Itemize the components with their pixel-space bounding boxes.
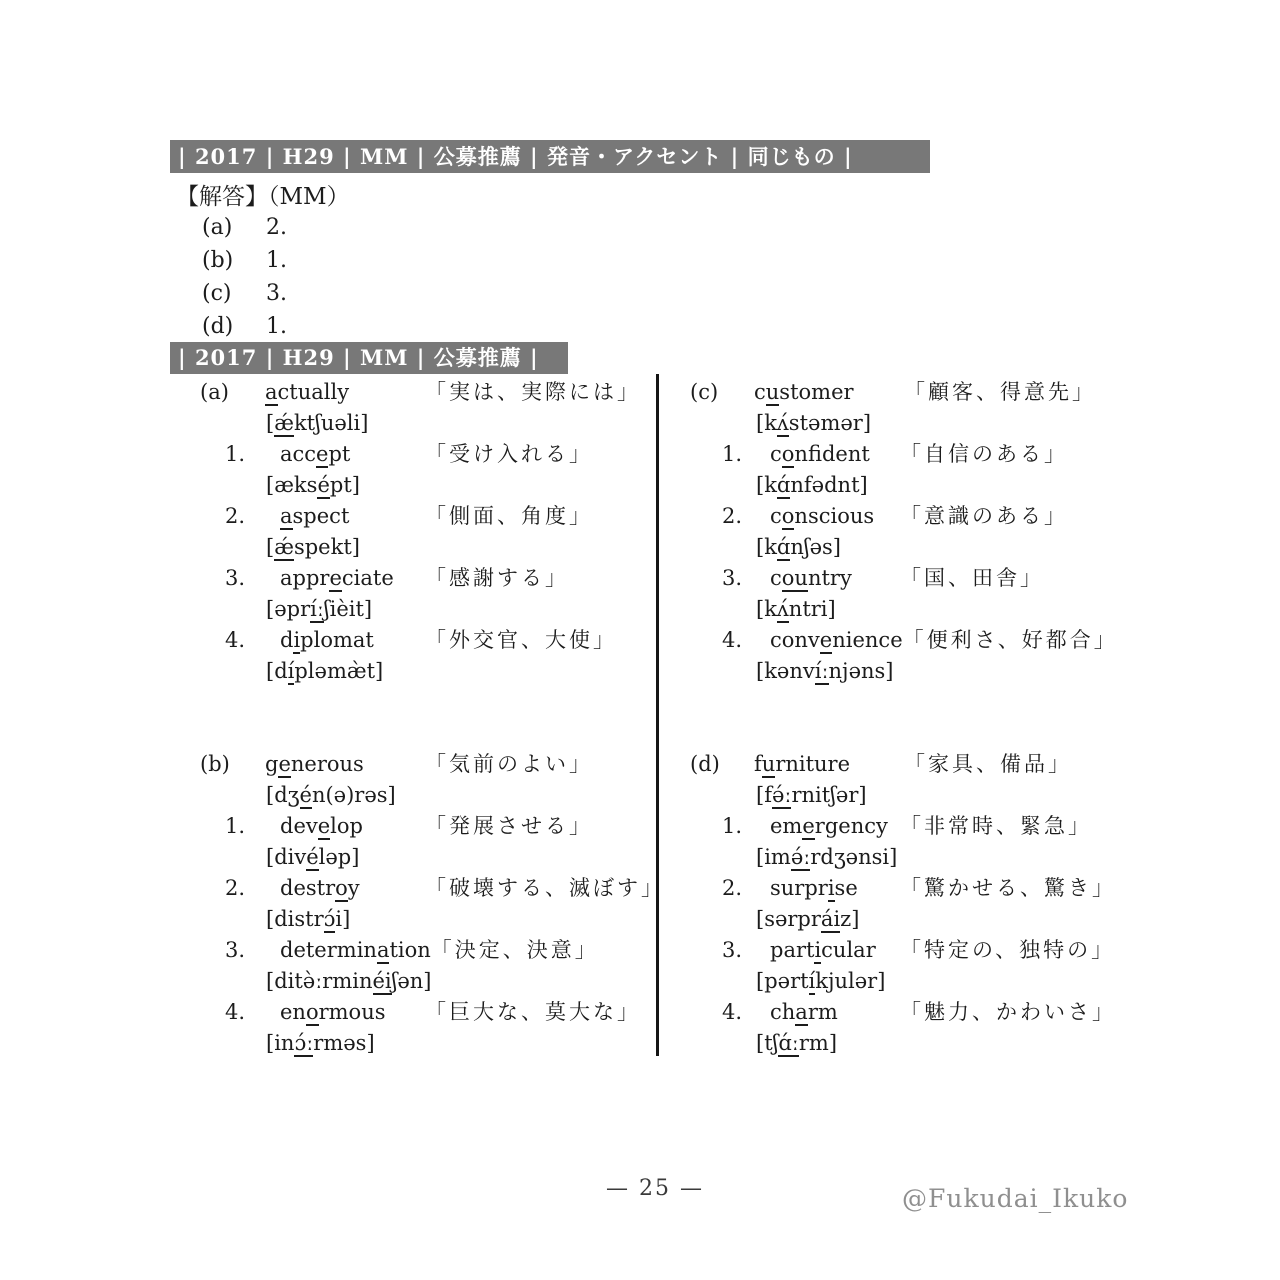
entry-label: 4. bbox=[722, 628, 743, 652]
entry-label: (b) bbox=[200, 752, 230, 776]
word-segment: se bbox=[834, 876, 858, 900]
phonetic-accented-segment: é bbox=[299, 783, 312, 807]
entry-word bbox=[265, 749, 425, 780]
phonetic-accented-segment: éi bbox=[372, 969, 392, 993]
word-segment: nience bbox=[832, 628, 903, 652]
phonetic-segment: rməs] bbox=[313, 1031, 375, 1055]
page-number: — 25 — bbox=[606, 1176, 704, 1201]
entry-label: 1. bbox=[722, 814, 743, 838]
entry-meaning: 「非常時、緊急」 bbox=[900, 814, 1092, 838]
answer-key: (d) bbox=[202, 314, 234, 339]
phonetic-segment: nʃəs] bbox=[790, 535, 841, 559]
entry-label: 4. bbox=[225, 1000, 246, 1024]
entry-meaning: 「決定、決意」 bbox=[430, 938, 599, 962]
entry-word bbox=[280, 873, 425, 904]
word-underlined-letter: e bbox=[317, 814, 331, 838]
word-underlined-letter: i bbox=[814, 938, 822, 962]
phonetic-segment: [sərpr bbox=[756, 907, 821, 931]
phonetic-accented-segment: ái bbox=[820, 907, 841, 931]
entry-meaning: 「受け入れる」 bbox=[425, 442, 593, 466]
phonetic-accented-segment: é bbox=[306, 845, 319, 869]
phonetic-segment: rnitʃər] bbox=[791, 783, 867, 807]
entry-word bbox=[754, 749, 904, 780]
word-segment: appr bbox=[280, 566, 330, 590]
word-segment: rgency bbox=[814, 814, 888, 838]
answer-value: 1. bbox=[266, 314, 287, 339]
phonetic-segment: [ditə̀ːrmin bbox=[266, 969, 373, 993]
phonetic-segment: [k bbox=[756, 411, 777, 435]
word-underlined-letter: e bbox=[278, 752, 291, 776]
answer-row bbox=[202, 244, 287, 277]
phonetic-segment: z] bbox=[840, 907, 860, 931]
entry-word bbox=[280, 811, 425, 842]
entry-word bbox=[754, 377, 904, 408]
phonetic-transcription bbox=[756, 1028, 837, 1059]
entry-word bbox=[280, 501, 425, 532]
word-underlined-letter: e bbox=[316, 442, 329, 466]
phonetic-segment: ʃən] bbox=[391, 969, 432, 993]
answer-key: (a) bbox=[202, 215, 233, 240]
word-segment: destr bbox=[280, 876, 336, 900]
entry-label: (a) bbox=[200, 380, 229, 404]
entry-word-row bbox=[690, 563, 1165, 594]
entry-phonetic bbox=[200, 1028, 656, 1059]
entry-word-row bbox=[200, 625, 656, 656]
phonetic-segment: i] bbox=[335, 907, 351, 931]
answer-key: (c) bbox=[202, 281, 232, 306]
entry-word bbox=[280, 625, 425, 656]
entry-word bbox=[770, 439, 900, 470]
entry-label: 1. bbox=[722, 442, 743, 466]
phonetic-segment: ktʃuəli] bbox=[293, 411, 369, 435]
word-segment: c bbox=[754, 380, 766, 404]
header-bar-main-title: | 2017 | H29 | MM | 公募推薦 | 発音・アクセント | 同じもの | bbox=[178, 144, 853, 169]
word-segment: spect bbox=[292, 504, 350, 528]
phonetic-segment: [f bbox=[756, 783, 772, 807]
word-segment: ntry bbox=[807, 566, 852, 590]
entry-phonetic bbox=[200, 408, 656, 439]
entry-meaning: 「破壊する、滅ぼす」 bbox=[425, 876, 665, 900]
entry-label: (d) bbox=[690, 752, 720, 776]
word-underlined-letter: e bbox=[802, 814, 815, 838]
phonetic-accented-segment: í bbox=[808, 969, 816, 993]
word-segment: nscious bbox=[794, 504, 875, 528]
phonetic-segment: [im bbox=[756, 845, 791, 869]
phonetic-segment: njəns] bbox=[828, 659, 894, 683]
entry-word-row bbox=[200, 563, 656, 594]
word-underlined-letter: o bbox=[335, 876, 348, 900]
entry-word bbox=[770, 873, 900, 904]
word-underlined-letter: u bbox=[761, 752, 776, 776]
phonetic-segment: [distr bbox=[266, 907, 324, 931]
word-segment: nerous bbox=[290, 752, 364, 776]
word-segment: pt bbox=[328, 442, 351, 466]
word-segment: em bbox=[770, 814, 803, 838]
entry-meaning: 「自信のある」 bbox=[900, 442, 1068, 466]
word-segment: f bbox=[754, 752, 762, 776]
phonetic-segment: [ bbox=[266, 411, 275, 435]
phonetic-segment: [k bbox=[756, 473, 777, 497]
entry-label: 1. bbox=[225, 814, 246, 838]
entry-word-row bbox=[200, 873, 665, 904]
phonetic-transcription bbox=[756, 904, 859, 935]
entry-phonetic bbox=[690, 904, 1165, 935]
phonetic-transcription bbox=[756, 656, 894, 687]
word-underlined-letter: a bbox=[280, 504, 293, 528]
word-underlined-letter: o bbox=[305, 1000, 319, 1024]
entry-word bbox=[770, 935, 900, 966]
entry-word-row bbox=[690, 997, 1165, 1028]
entry-phonetic bbox=[200, 470, 656, 501]
phonetic-segment: pləmæ̀t] bbox=[294, 659, 384, 683]
word-underlined-letter: a bbox=[265, 380, 278, 404]
word-underlined-letter: e bbox=[329, 566, 342, 590]
entry-phonetic bbox=[200, 656, 656, 687]
word-segment: surpr bbox=[770, 876, 828, 900]
phonetic-accented-segment: ɑ́ bbox=[776, 473, 791, 497]
entry-word-row bbox=[200, 439, 656, 470]
entry-phonetic bbox=[200, 594, 656, 625]
answer-heading: 【解答】（MM） bbox=[176, 184, 350, 210]
entry-label: 4. bbox=[722, 1000, 743, 1024]
entry-label: 2. bbox=[722, 504, 743, 528]
entry-meaning: 「顧客、得意先」 bbox=[904, 380, 1096, 404]
phonetic-segment: ʃièit] bbox=[323, 597, 373, 621]
entry-phonetic bbox=[200, 966, 656, 997]
answer-value: 3. bbox=[266, 281, 287, 306]
entry-meaning: 「便利さ、好都合」 bbox=[902, 628, 1118, 652]
phonetic-transcription bbox=[266, 1028, 375, 1059]
entry-word bbox=[280, 997, 425, 1028]
phonetic-transcription bbox=[266, 842, 359, 873]
phonetic-segment: [ bbox=[266, 535, 275, 559]
phonetic-segment: pt] bbox=[329, 473, 360, 497]
entry-label: 1. bbox=[225, 442, 246, 466]
answer-key: (b) bbox=[202, 248, 234, 273]
phonetic-transcription bbox=[756, 470, 868, 501]
entry-word-row bbox=[200, 811, 656, 842]
entry-meaning: 「驚かせる、驚き」 bbox=[900, 876, 1116, 900]
word-segment: c bbox=[770, 442, 782, 466]
entry-phonetic bbox=[690, 1028, 1165, 1059]
entry-word-row bbox=[690, 935, 1165, 966]
entry-meaning: 「発展させる」 bbox=[425, 814, 593, 838]
word-segment: nfident bbox=[794, 442, 870, 466]
word-segment: en bbox=[280, 1000, 306, 1024]
entry-label: 2. bbox=[225, 504, 246, 528]
author-handle: @Fukudai_Ikuko bbox=[902, 1184, 1129, 1213]
phonetic-segment: ləp] bbox=[318, 845, 360, 869]
phonetic-segment: [in bbox=[266, 1031, 295, 1055]
phonetic-segment: rm] bbox=[798, 1031, 838, 1055]
phonetic-transcription bbox=[756, 532, 841, 563]
entry-meaning: 「外交官、大使」 bbox=[425, 628, 617, 652]
word-segment: acc bbox=[280, 442, 317, 466]
phonetic-transcription bbox=[756, 780, 867, 811]
word-underlined-letter: i bbox=[827, 876, 835, 900]
word-segment: g bbox=[265, 752, 279, 776]
phonetic-segment: [k bbox=[756, 597, 777, 621]
entry-label: 2. bbox=[722, 876, 743, 900]
entry-word bbox=[770, 563, 900, 594]
phonetic-segment: [kənv bbox=[756, 659, 815, 683]
entry-label: 3. bbox=[722, 566, 743, 590]
phonetic-segment: [æks bbox=[266, 473, 318, 497]
word-segment: rm bbox=[807, 1000, 838, 1024]
entry-word-row bbox=[690, 501, 1165, 532]
entry-word bbox=[280, 563, 425, 594]
phonetic-accented-segment: ǽ bbox=[274, 535, 294, 559]
entry-meaning: 「巨大な、莫大な」 bbox=[425, 1000, 641, 1024]
entry-label: (c) bbox=[690, 380, 719, 404]
word-segment: rmous bbox=[318, 1000, 386, 1024]
entry-label: 3. bbox=[225, 566, 246, 590]
word-segment: rniture bbox=[775, 752, 851, 776]
entry-phonetic bbox=[690, 656, 1165, 687]
entry-meaning: 「特定の、独特の」 bbox=[900, 938, 1116, 962]
phonetic-segment: nfədnt] bbox=[790, 473, 868, 497]
answer-row bbox=[202, 211, 287, 244]
phonetic-segment: [əpr bbox=[266, 597, 311, 621]
word-segment: y bbox=[347, 876, 360, 900]
phonetic-transcription bbox=[756, 842, 897, 873]
word-underlined-letter: o bbox=[781, 442, 795, 466]
phonetic-segment: kjulər] bbox=[815, 969, 886, 993]
phonetic-transcription bbox=[266, 904, 350, 935]
entry-meaning: 「意識のある」 bbox=[900, 504, 1068, 528]
phonetic-transcription bbox=[266, 408, 368, 439]
word-segment: cular bbox=[821, 938, 876, 962]
phonetic-transcription bbox=[266, 780, 396, 811]
word-segment: dev bbox=[280, 814, 318, 838]
answer-row bbox=[202, 310, 287, 343]
phonetic-transcription bbox=[266, 594, 372, 625]
entry-word bbox=[265, 377, 425, 408]
word-segment: c bbox=[770, 566, 782, 590]
phonetic-accented-segment: íː bbox=[310, 597, 324, 621]
word-underlined-letter: a bbox=[376, 938, 390, 962]
entry-label: 2. bbox=[225, 876, 246, 900]
phonetic-accented-segment: ə́ː bbox=[790, 845, 811, 869]
phonetic-segment: [d bbox=[266, 659, 288, 683]
left-column bbox=[200, 377, 665, 1059]
phonetic-accented-segment: ə́ː bbox=[771, 783, 792, 807]
entry-phonetic bbox=[690, 842, 1165, 873]
word-section-a bbox=[200, 377, 656, 687]
entry-word-row bbox=[690, 377, 1165, 408]
entry-phonetic bbox=[200, 904, 656, 935]
phonetic-accented-segment: ǽ bbox=[274, 411, 294, 435]
entry-word-row bbox=[690, 873, 1165, 904]
entry-word-row bbox=[200, 749, 656, 780]
entry-word-row bbox=[200, 997, 656, 1028]
word-segment: plomat bbox=[300, 628, 374, 652]
answer-value: 1. bbox=[266, 248, 287, 273]
phonetic-accented-segment: íː bbox=[814, 659, 829, 683]
phonetic-transcription bbox=[266, 470, 360, 501]
phonetic-transcription bbox=[266, 966, 432, 997]
word-segment: d bbox=[280, 628, 294, 652]
phonetic-segment: [k bbox=[756, 535, 777, 559]
header-bar-section-title: | 2017 | H29 | MM | 公募推薦 | bbox=[178, 345, 539, 370]
entry-word-row bbox=[200, 935, 656, 966]
word-segment: stomer bbox=[779, 380, 854, 404]
phonetic-segment: n(ə)rəs] bbox=[311, 783, 396, 807]
word-segment: c bbox=[770, 504, 782, 528]
phonetic-accented-segment: ɔ́ː bbox=[294, 1031, 314, 1055]
entry-word bbox=[770, 625, 903, 656]
header-bar-main bbox=[170, 140, 930, 173]
entry-label: 3. bbox=[225, 938, 246, 962]
phonetic-segment: stəmər] bbox=[788, 411, 872, 435]
word-underlined-letter: ou bbox=[781, 566, 808, 590]
phonetic-accented-segment: ʌ́ bbox=[776, 411, 789, 435]
word-segment: conv bbox=[770, 628, 820, 652]
word-underlined-letter: u bbox=[765, 380, 780, 404]
entry-meaning: 「実は、実際には」 bbox=[425, 380, 641, 404]
phonetic-segment: [tʃ bbox=[756, 1031, 779, 1055]
phonetic-accented-segment: í bbox=[287, 659, 295, 683]
word-section-b bbox=[200, 749, 665, 1059]
phonetic-segment: ntri] bbox=[788, 597, 836, 621]
word-underlined-letter: i bbox=[293, 628, 301, 652]
entry-word bbox=[280, 439, 425, 470]
entry-phonetic bbox=[690, 532, 1165, 563]
word-underlined-letter: a bbox=[795, 1000, 808, 1024]
entry-label: 4. bbox=[225, 628, 246, 652]
entry-label: 3. bbox=[722, 938, 743, 962]
word-section-d bbox=[690, 749, 1165, 1059]
entry-word-row bbox=[690, 625, 1165, 656]
phonetic-accented-segment: é bbox=[317, 473, 330, 497]
entry-word bbox=[280, 935, 431, 966]
phonetic-accented-segment: ʌ́ bbox=[776, 597, 789, 621]
right-column bbox=[690, 377, 1165, 1059]
entry-meaning: 「側面、角度」 bbox=[425, 504, 593, 528]
word-segment: lop bbox=[330, 814, 363, 838]
phonetic-transcription bbox=[756, 594, 836, 625]
phonetic-accented-segment: ɔ́ bbox=[323, 907, 336, 931]
word-segment: ch bbox=[770, 1000, 796, 1024]
phonetic-accented-segment: ɑ́ bbox=[776, 535, 791, 559]
word-underlined-letter: e bbox=[819, 628, 833, 652]
entry-phonetic bbox=[200, 780, 656, 811]
entry-phonetic bbox=[690, 966, 1165, 997]
entry-meaning: 「気前のよい」 bbox=[425, 752, 593, 776]
answer-value: 2. bbox=[266, 215, 287, 240]
phonetic-segment: [dʒ bbox=[266, 783, 300, 807]
column-divider bbox=[656, 374, 659, 1056]
entry-word bbox=[770, 811, 900, 842]
phonetic-transcription bbox=[756, 966, 885, 997]
entry-meaning: 「感謝する」 bbox=[425, 566, 569, 590]
word-underlined-letter: o bbox=[781, 504, 795, 528]
entry-word-row bbox=[200, 377, 656, 408]
word-segment: ciate bbox=[341, 566, 394, 590]
entry-phonetic bbox=[690, 470, 1165, 501]
phonetic-segment: [div bbox=[266, 845, 307, 869]
phonetic-segment: spekt] bbox=[293, 535, 360, 559]
phonetic-segment: [pərt bbox=[756, 969, 809, 993]
entry-meaning: 「家具、備品」 bbox=[904, 752, 1072, 776]
header-bar-section bbox=[170, 342, 568, 374]
entry-word-row bbox=[690, 749, 1165, 780]
word-section-c bbox=[690, 377, 1165, 687]
entry-phonetic bbox=[690, 408, 1165, 439]
entry-word bbox=[770, 501, 900, 532]
entry-phonetic bbox=[200, 842, 656, 873]
entry-phonetic bbox=[200, 532, 656, 563]
entry-meaning: 「国、田舎」 bbox=[900, 566, 1044, 590]
phonetic-transcription bbox=[266, 656, 383, 687]
phonetic-segment: rdʒənsi] bbox=[810, 845, 898, 869]
word-segment: determin bbox=[280, 938, 377, 962]
phonetic-accented-segment: ɑ́ː bbox=[778, 1031, 799, 1055]
word-segment: part bbox=[770, 938, 815, 962]
entry-word-row bbox=[200, 501, 656, 532]
answer-row bbox=[202, 277, 287, 310]
entry-word-row bbox=[690, 439, 1165, 470]
answers-list bbox=[202, 211, 287, 343]
phonetic-transcription bbox=[756, 408, 871, 439]
entry-phonetic bbox=[690, 780, 1165, 811]
entry-meaning: 「魅力、かわいさ」 bbox=[900, 1000, 1116, 1024]
entry-word bbox=[770, 997, 900, 1028]
entry-word-row bbox=[690, 811, 1165, 842]
phonetic-transcription bbox=[266, 532, 360, 563]
word-segment: tion bbox=[389, 938, 431, 962]
entry-phonetic bbox=[690, 594, 1165, 625]
word-segment: ctually bbox=[277, 380, 350, 404]
